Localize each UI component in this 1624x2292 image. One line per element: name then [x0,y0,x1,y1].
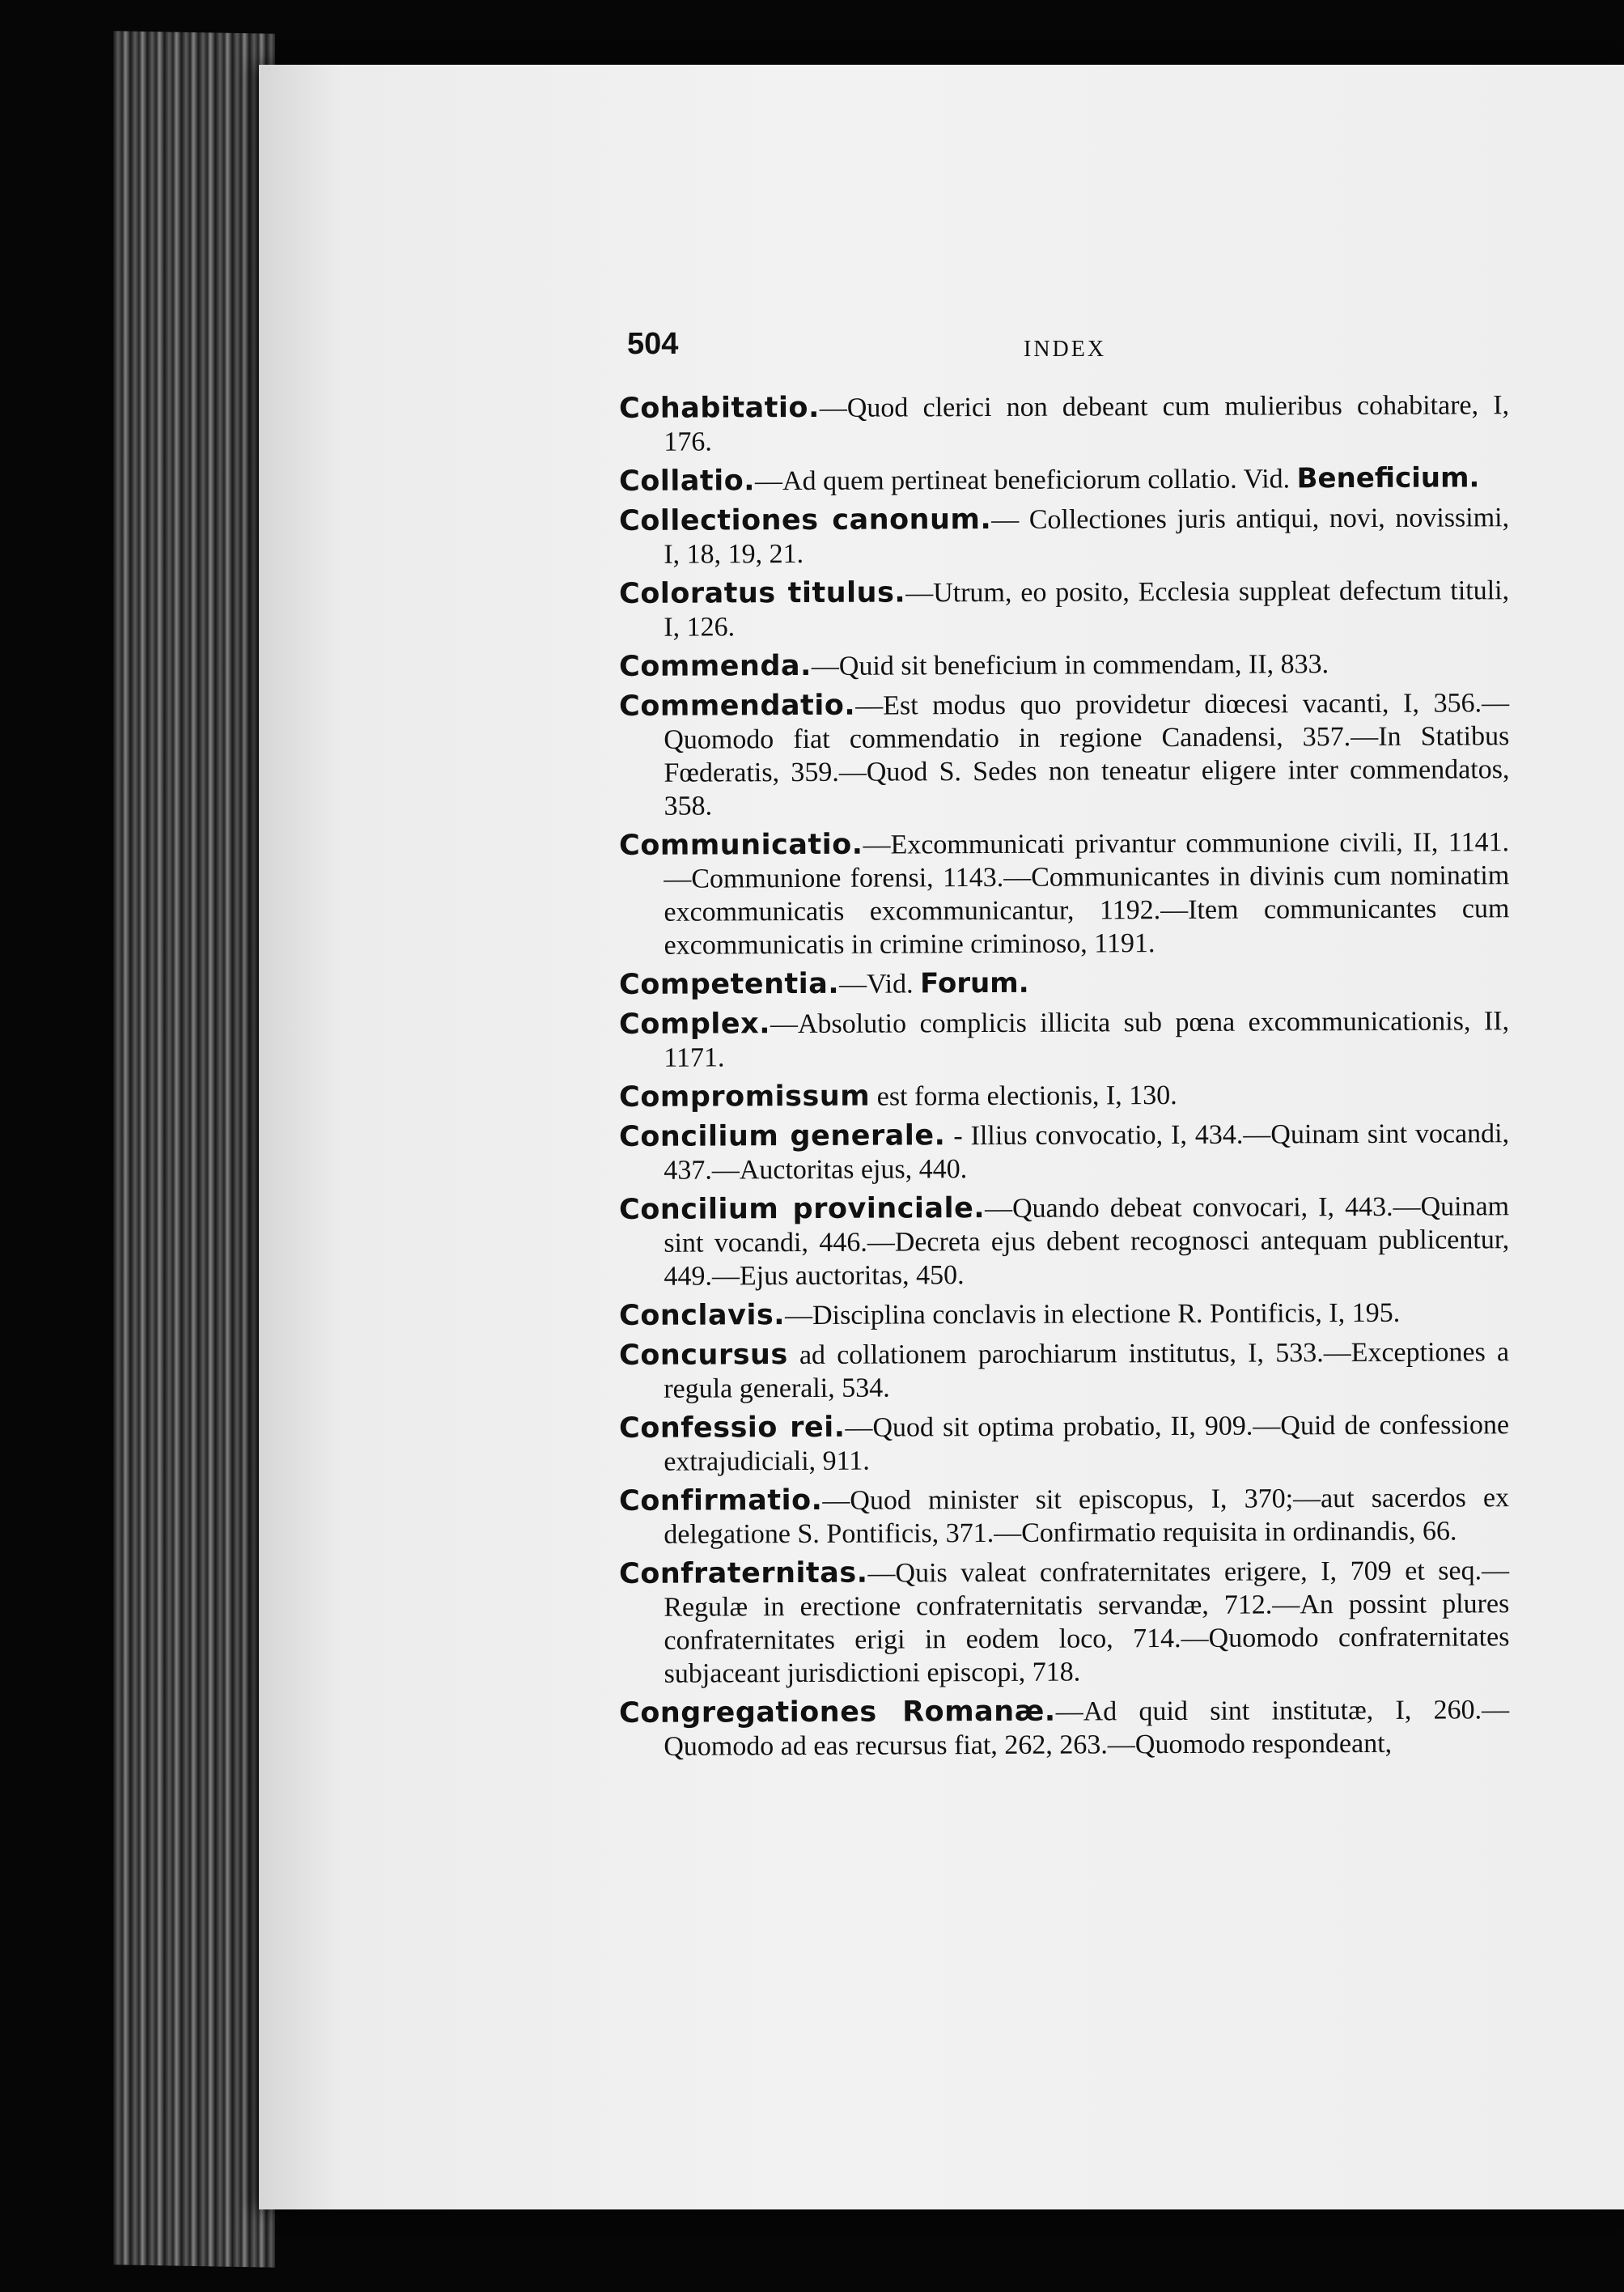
entry-text: - Illius convocatio, I, 434.—Quinam sint vocandi, 437.—Auctoritas ejus, 440. [664,1118,1510,1186]
index-entry [619,1554,1510,1691]
entry-headword: Commenda. [619,649,812,683]
entry-headword: Cohabitatio. [619,391,820,425]
entry-text: — Collectiones juris antiqui, novi, novissimi, I, 18, 19, 21. [664,503,1510,570]
entry-headword: Concursus [619,1339,788,1372]
index-entry [619,574,1509,644]
index-page-content [619,328,1509,1770]
entry-headword: Competentia. [619,967,840,1001]
index-entry [619,647,1509,684]
entry-headword: Collatio. [619,465,756,498]
entry-text: —Quod minister sit episcopus, I, 370;—aut sacerdos ex delegatione S. Pontificis, 371.—Confirmatio requisita in ordinandis, 66. [664,1483,1510,1550]
entry-text: —Utrum, eo posito, Ecclesia suppleat defectum tituli, I, 126. [664,575,1510,643]
entry-headword: Confraternitas. [619,1556,868,1590]
entry-text: —Quid sit beneficium in commendam, II, 833. [811,649,1329,681]
entry-text: —Quando debeat convocari, I, 443.—Quinam sint vocandi, 446.—Decreta ejus debent recognosci antequam publicentur, 449.—Ejus auctoritas, 450. [664,1191,1510,1292]
index-entry [619,1117,1509,1187]
entry-headword: Collectiones canonum. [619,503,992,537]
cross-reference: Beneficium. [1296,461,1480,495]
entry-text: ad collationem parochiarum institutus, I, 533.—Exceptiones a regula generali, 534. [664,1337,1510,1404]
book-spine [113,31,275,2267]
running-head: INDEX [1024,337,1107,362]
index-entry [619,501,1509,571]
entry-text: —Est modus quo providetur diœcesi vacanti, I, 356.—Quomodo fiat commendatio in regione Canadensi, 357.—In Statibus Fœderatis, 359.—Quod S. Sedes non teneatur eligere inter commendatos, 358. [664,688,1510,821]
index-entry [619,1004,1509,1075]
index-entry [619,1408,1509,1479]
index-entry [619,826,1510,962]
entry-text: —Absolutio complicis illicita sub pœna excommunicationis, II, 1171. [664,1006,1510,1073]
entry-text: —Quod sit optima probatio, II, 909.—Quid de confessione extrajudiciali, 911. [664,1410,1510,1477]
index-entry [619,1077,1509,1114]
index-entry [619,1693,1509,1764]
entry-text: —Vid. [839,969,921,1000]
entry-headword: Communicatio. [619,828,863,862]
page-number: 504 [627,327,679,361]
entry-text: —Quis valeat confraternitates erigere, I, 709 et seq.—Regulæ in erectione confraternitatis servandæ, 712.—An possint plures confraternitates erigi in eodem loco, 714.—Quomodo confraternitates subjaceant jurisdictioni episcopi, 718. [664,1556,1510,1689]
entry-headword: Conclavis. [619,1299,786,1332]
entry-headword: Coloratus titulus. [619,576,906,610]
index-entry [619,1335,1509,1406]
page-header [619,328,1509,376]
entry-text: —Ad quid sint institutæ, I, 260.—Quomodo ad eas recursus fiat, 262, 263.—Quomodo respondeant, [664,1695,1510,1762]
cross-reference: Forum. [919,966,1029,1000]
index-entry [619,1296,1509,1333]
index-entry [619,965,1509,1002]
entry-text: —Excommunicati privantur communione civili, II, 1141.—Communione forensi, 1143.—Communicantes in divinis cum nominatim excommunicatis excommunicantur, 1192.—Item communicantes cum excommunicatis in crimine criminoso, 1191. [664,827,1510,961]
index-entry [619,461,1509,499]
entry-headword: Concilium generale. [619,1119,946,1153]
entry-headword: Concilium provinciale. [619,1192,986,1226]
entry-text: —Disciplina conclavis in electione R. Pontificis, I, 195. [784,1297,1401,1331]
entry-headword: Congregationes Romanæ. [619,1695,1056,1730]
entry-headword: Commendatio. [619,689,856,723]
index-entry [619,1190,1510,1293]
entry-headword: Complex. [619,1008,771,1041]
index-entry [619,686,1510,823]
index-entry [619,1481,1509,1551]
entry-text: —Ad quem pertineat beneficiorum collatio. Vid. [754,464,1297,497]
entry-text: —Quod clerici non debeant cum mulieribus cohabitare, I, 176. [664,390,1510,457]
entry-headword: Confirmatio. [619,1483,823,1517]
entry-text: est forma electionis, I, 130. [870,1080,1177,1112]
entry-headword: Confessio rei. [619,1411,846,1445]
index-entry [619,388,1509,459]
entry-headword: Compromissum [619,1080,871,1114]
